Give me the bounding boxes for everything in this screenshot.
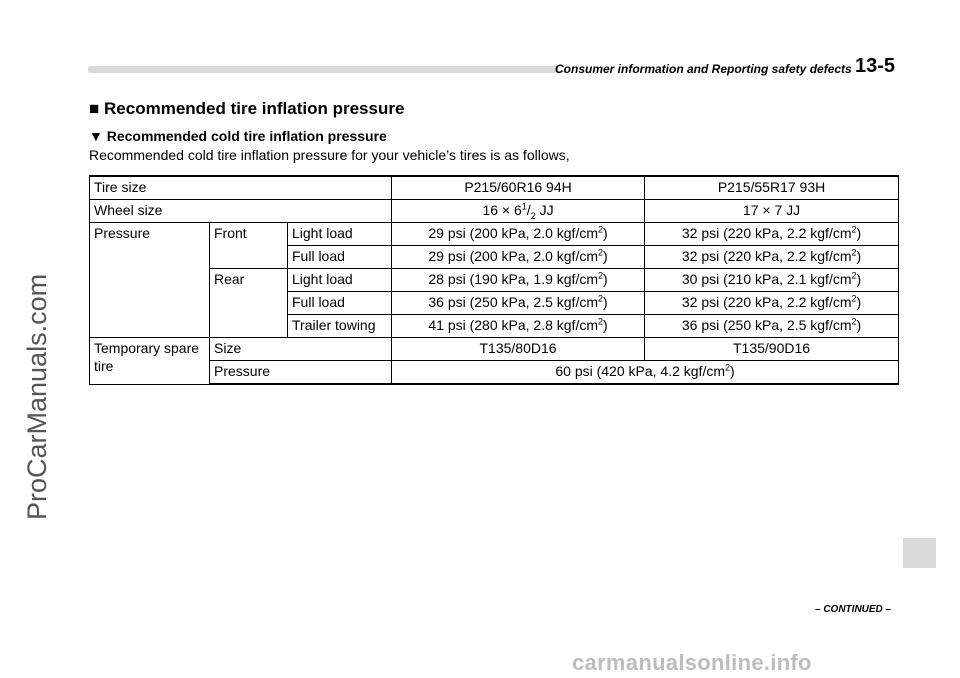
- header-section-title: Consumer information and Reporting safety defects: [555, 62, 852, 76]
- rear-full-load-label: Full load: [288, 292, 392, 315]
- front-full-17: [645, 246, 899, 269]
- rear-towing-17: [645, 315, 899, 338]
- rear-towing-16: [392, 315, 645, 338]
- wheel-size-label: Wheel size: [90, 200, 392, 223]
- page-number: 13-5: [855, 55, 896, 77]
- wheel-size-16-main: 16 × 6: [482, 202, 522, 218]
- front-light-17: [645, 223, 899, 246]
- unit-sup: 2: [598, 247, 604, 258]
- value-text: 32 psi (220 kPa, 2.2 kgf/cm: [681, 225, 852, 241]
- wheel-size-17: 17 × 7 JJ: [645, 200, 899, 223]
- front-label: Front: [210, 223, 288, 269]
- pressure-label: Pressure: [90, 223, 210, 338]
- rear-light-17: [645, 269, 899, 292]
- value-text: 32 psi (220 kPa, 2.2 kgf/cm: [681, 248, 852, 264]
- unit-sup: 2: [851, 247, 857, 258]
- table-row: [90, 361, 899, 385]
- unit-close: ): [856, 317, 862, 333]
- subsection-heading: [89, 128, 387, 144]
- square-bullet-icon: ■: [89, 99, 100, 118]
- unit-sup: 2: [598, 316, 604, 327]
- section-heading-text: Recommended tire inflation pressure: [104, 99, 405, 118]
- unit-sup: 2: [851, 293, 857, 304]
- tire-size-label: Tire size: [90, 176, 392, 200]
- unit-sup: 2: [725, 362, 731, 373]
- unit-close: ): [856, 225, 862, 241]
- header-rule: [88, 66, 558, 73]
- spare-size-label: Size: [210, 338, 392, 361]
- intro-paragraph: Recommended cold tire inflation pressure for your vehicle’s tires is as follows,: [89, 147, 570, 163]
- table-row: [90, 338, 899, 361]
- rear-full-17: [645, 292, 899, 315]
- front-full-16: [392, 246, 645, 269]
- value-text: 36 psi (250 kPa, 2.5 kgf/cm: [681, 317, 852, 333]
- subsection-heading-text: Recommended cold tire inflation pressure: [106, 128, 387, 144]
- value-text: 29 psi (200 kPa, 2.0 kgf/cm: [428, 248, 598, 264]
- unit-sup: 2: [598, 270, 604, 281]
- spare-size-16: T135/80D16: [392, 338, 645, 361]
- watermark-procarmanuals: ProCarManuals.com: [22, 273, 52, 520]
- tire-pressure-table: [89, 175, 899, 385]
- unit-close: ): [856, 248, 862, 264]
- front-light-16: [392, 223, 645, 246]
- table-row: [90, 223, 899, 246]
- fraction-numerator: 1: [521, 201, 527, 212]
- rear-trailer-towing-label: Trailer towing: [288, 315, 392, 338]
- rear-light-load-label: Light load: [288, 269, 392, 292]
- spare-size-17: T135/90D16: [645, 338, 899, 361]
- unit-close: ): [603, 317, 608, 333]
- spare-pressure-value: [392, 361, 899, 385]
- unit-close: ): [603, 225, 608, 241]
- spare-pressure-label: Pressure: [210, 361, 392, 385]
- wheel-size-16: [392, 200, 645, 223]
- unit-close: ): [730, 363, 735, 379]
- unit-close: ): [856, 294, 862, 310]
- tire-size-17: P215/55R17 93H: [645, 176, 899, 200]
- triangle-bullet-icon: ▼: [89, 128, 103, 144]
- table-row: [90, 200, 899, 223]
- chapter-tab: [903, 538, 936, 568]
- value-text: 30 psi (210 kPa, 2.1 kgf/cm: [681, 271, 852, 287]
- unit-sup: 2: [851, 270, 857, 281]
- fraction-slash: /: [526, 202, 531, 218]
- value-text: 36 psi (250 kPa, 2.5 kgf/cm: [428, 294, 598, 310]
- unit-sup: 2: [851, 316, 857, 327]
- continued-label: – CONTINUED –: [815, 604, 892, 615]
- unit-close: ): [603, 271, 608, 287]
- value-text: 32 psi (220 kPa, 2.2 kgf/cm: [681, 294, 852, 310]
- tire-size-16: P215/60R16 94H: [392, 176, 645, 200]
- spare-tire-label: Temporary spare tire: [90, 338, 210, 385]
- rear-label: Rear: [210, 269, 288, 338]
- wheel-size-16-suffix: JJ: [535, 202, 554, 218]
- unit-close: ): [603, 248, 608, 264]
- rear-full-16: [392, 292, 645, 315]
- rear-light-16: [392, 269, 645, 292]
- value-text: 29 psi (200 kPa, 2.0 kgf/cm: [428, 225, 598, 241]
- watermark-carmanualsonline: carmanualsonline.info: [572, 650, 812, 675]
- table-row: [90, 176, 899, 200]
- front-full-load-label: Full load: [288, 246, 392, 269]
- unit-sup: 2: [598, 293, 604, 304]
- value-text: 28 psi (190 kPa, 1.9 kgf/cm: [428, 271, 598, 287]
- front-light-load-label: Light load: [288, 223, 392, 246]
- value-text: 41 psi (280 kPa, 2.8 kgf/cm: [428, 317, 598, 333]
- value-text: 60 psi (420 kPa, 4.2 kgf/cm: [555, 363, 725, 379]
- section-heading: [89, 99, 404, 119]
- fraction-denominator: 2: [530, 210, 536, 221]
- unit-sup: 2: [851, 224, 857, 235]
- unit-close: ): [856, 271, 862, 287]
- unit-close: ): [603, 294, 608, 310]
- unit-sup: 2: [598, 224, 604, 235]
- table-row: [90, 269, 899, 292]
